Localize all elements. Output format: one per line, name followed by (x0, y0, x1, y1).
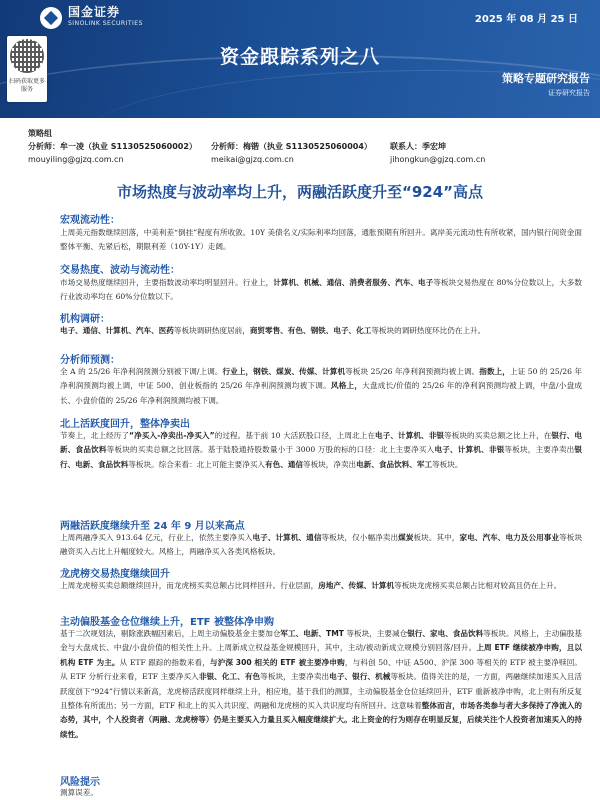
emphasis-text: 银行、电新、食品饮料 (60, 431, 583, 455)
body-text: ，与科创 50、中证 A500、沪深 300 等相关的 ETF 被主要净赎回。从 ETF 分析行业来看，ETF 主要净买入 (60, 657, 583, 682)
emphasis-text: 电新、食品饮料、军工 (356, 459, 433, 469)
emphasis-text: 非银、化工、有色 (198, 672, 261, 682)
section-body (60, 531, 582, 560)
body-text: 等板块的买卖总额之比回落。基于陆股通持股数量小于 3000 万股的标的口径：北上主要净买入 (106, 445, 435, 455)
series-title: 资金跟踪系列之八 (219, 46, 380, 68)
body-text: 等板块，仅小幅净卖出 (321, 533, 399, 542)
emphasis-text: “净买入-净卖出-净买入” (129, 431, 215, 440)
section-body (60, 786, 582, 800)
emphasis-text: 房地产、传媒、计算机 (318, 581, 395, 590)
emphasis-text: 风格上， (330, 381, 363, 391)
emphasis-text: 电子、银行、机械 (329, 672, 391, 682)
contact-email[interactable]: jihongkun@gjzq.com.cn (390, 155, 486, 164)
body-text: 等板块。风格上，主动偏股基金与大盘成长、中盘/小盘价值的相关性上升。上周新成立权益基金规模回升，其中，主动/被动新成立规模分别回落/回升。 (60, 629, 583, 653)
body-text: 上周美元指数继续回落，中美利差“倒挂”程度有所收敛。10Y 美债名义/实际利率均回落，通胀预期有所回升。离岸美元流动性有所收紧，国内银行间资金面整体平衡、先紧后松，期限利差（10Y-1Y）走阔。 (60, 228, 582, 252)
body-text: 等板块 25/26 年净利润预测均被上调。 (345, 367, 480, 376)
body-text: 节奏上，北上经历了 (60, 431, 130, 440)
contact-person (390, 140, 485, 166)
report-department: 证券研究报告 (548, 89, 590, 97)
body-text: 等板块融资买入占比上升幅度较大。风格上，两融净买入各类风格板块。 (60, 533, 583, 557)
emphasis-text: 指数上， (479, 367, 510, 376)
emphasis-text: 整体而言，市场各类参与者大多保持了净流入的态势，其中，个人投资者（两融、龙虎榜等）仍是主要买入力量且买入幅度继续扩大。北上资金的行为则存在明显反复，后续关注个人投资者加速买入的持续性。 (60, 701, 582, 739)
body-text: 等板块的买卖总额之比上升，在 (444, 431, 552, 440)
body-text: 等板块交易热度在 80%分位数以上，大多数行业波动率均在 60%分位数以下。 (60, 278, 583, 302)
section-heading: 北上活跃度回升，整体净卖出 (60, 419, 190, 430)
section-body (60, 579, 582, 593)
emphasis-text: 与沪深 300 相关的 ETF 被主要净申购 (209, 657, 345, 667)
logo-name-en: SINOLINK SECURITIES (68, 20, 143, 27)
body-text: 等板块，主要减仓 (343, 629, 408, 638)
section-heading: 交易热度、波动与流动性： (60, 265, 180, 276)
body-text: 市场交易热度继续回升，主要指数波动率均明显回升。行业上， (60, 278, 274, 287)
section-body (60, 365, 582, 408)
body-text: 等板块，主要净卖出 (260, 672, 330, 682)
emphasis-text: 银行、电新、食品饮料 (60, 445, 582, 469)
section-body (60, 276, 582, 305)
emphasis-text: 商贸零售、有色、钢铁、电子、化工 (249, 326, 372, 335)
section-heading: 风险提示 (60, 777, 100, 788)
analyst-1-email[interactable]: mouyiling@gjzq.com.cn (28, 155, 124, 164)
body-text: 等板块，主要净卖出 (504, 445, 575, 455)
body-text: 等板块，净卖出 (303, 459, 357, 469)
section-heading: 机构调研： (60, 314, 110, 325)
body-text: 上周龙虎榜买卖总额继续回升，而龙虎榜买卖总额占比同样回升。行业层面， (60, 581, 319, 590)
section-heading: 宏观流动性： (60, 215, 120, 226)
report-type: 策略专题研究报告 (502, 72, 590, 85)
contact-name: 联系人：季宏坤 (390, 142, 446, 151)
emphasis-text: 电子、通信、计算机、汽车、医药 (60, 326, 174, 335)
emphasis-text: 行业上，钢铁、煤炭、传媒、计算机 (222, 367, 346, 376)
section-body (60, 324, 582, 338)
body-text: 等板块调研热度居前， (173, 326, 250, 335)
emphasis-text: 军工、电新、TMT (280, 629, 344, 638)
team-label: 策略组 (28, 129, 52, 138)
analyst-2 (211, 140, 372, 166)
body-text: 等板块。 (432, 459, 463, 469)
analyst-1-name: 分析师：牟一凌（执业 S1130525060002） (28, 142, 197, 151)
body-text: 全 A 的 25/26 年净利润预测分别被下调/上调。 (60, 367, 223, 376)
section-heading: 龙虎榜交易热度继续回升 (60, 569, 170, 580)
body-text: 板块。其中， (413, 533, 460, 542)
body-text: 的过程。基于前 10 大活跃股口径，上周北上在 (214, 431, 376, 440)
analyst-1 (28, 140, 197, 166)
analyst-2-name: 分析师：梅锴（执业 S1130525060004） (211, 142, 372, 151)
report-main-title: 市场热度与波动率均上升，两融活跃度升至“924”高点 (116, 183, 484, 201)
report-date: 2025 年 08 月 25 日 (474, 14, 578, 25)
section-heading: 分析师预测： (60, 355, 120, 366)
body-text: 上周两融净买入 913.64 亿元，行业上，依然主要净买入 (60, 533, 253, 542)
emphasis-text: 电子、计算机、通信 (252, 533, 322, 542)
emphasis-text: 计算机、机械、通信、消费者服务、汽车、电子 (273, 278, 434, 287)
body-text: 等板块。综合来看：北上可能主要净买入 (128, 459, 266, 469)
emphasis-text: 电子、计算机、非银 (375, 431, 445, 440)
body-text: 上证 50 的 25/26 年净利润预测均被上调，中证 500、创业板指的 25/26 年净利润预测均被下调。 (60, 367, 582, 391)
analyst-2-email[interactable]: meikai@gjzq.com.cn (211, 155, 294, 164)
body-text: 测算误差。 (60, 788, 98, 797)
emphasis-text: 煤炭 (398, 533, 414, 542)
section-body (60, 226, 582, 255)
body-text: 等板块。值得关注的是，一方面，两融继续加速买入且活跃度创下“924”行情以来新高，龙虎榜活跃度同样继续上升，相应地，基于我们的测算，主动偏股基金仓位延续回升，ETF 重新被净申购，北上则有所反复且整体有所流出；另一方面，ETF 和北上的买入共识度、两融和龙虎榜的买入共识度均有所回升。这意味着 (60, 672, 583, 711)
section-body (60, 429, 582, 472)
body-text: 等板块龙虎榜买卖总额占比相对较高且仍在上升。 (394, 581, 562, 590)
section-heading: 两融活跃度继续升至 24 年 9 月以来高点 (60, 521, 245, 532)
emphasis-text: 有色、通信 (265, 459, 303, 469)
emphasis-text: 银行、家电、食品饮料 (407, 629, 484, 638)
report-header (0, 0, 600, 118)
body-text: 基于二次规划法，剔除涨跌幅因素后，上周主动偏股基金主要加仓 (60, 629, 281, 638)
emphasis-text: 上周 ETF 继续被净申购，且以机构 ETF 为主。 (60, 643, 583, 667)
logo-name-cn: 国金证券 (68, 5, 121, 19)
logo-icon (40, 7, 62, 29)
section-body (60, 627, 582, 742)
emphasis-text: 电子、计算机、非银 (434, 445, 505, 455)
qr-code-label: 扫码获取更多服务 (9, 78, 46, 93)
body-text: 大盘成长/价值的 25/26 年的净利润预测均被上调，中盘/小盘成长、小盘价值的 25/26 年净利润预测均被下调。 (60, 381, 582, 405)
section-heading: 主动偏股基金仓位继续上升，ETF 被整体净申购 (60, 617, 274, 628)
body-text: 从 ETF 跟踪的指数来看， (119, 657, 210, 667)
emphasis-text: 家电、汽车、电力及公用事业 (459, 533, 560, 542)
company-logo (40, 7, 143, 29)
body-text: 等板块的调研热度环比仍在上升。 (371, 326, 486, 335)
